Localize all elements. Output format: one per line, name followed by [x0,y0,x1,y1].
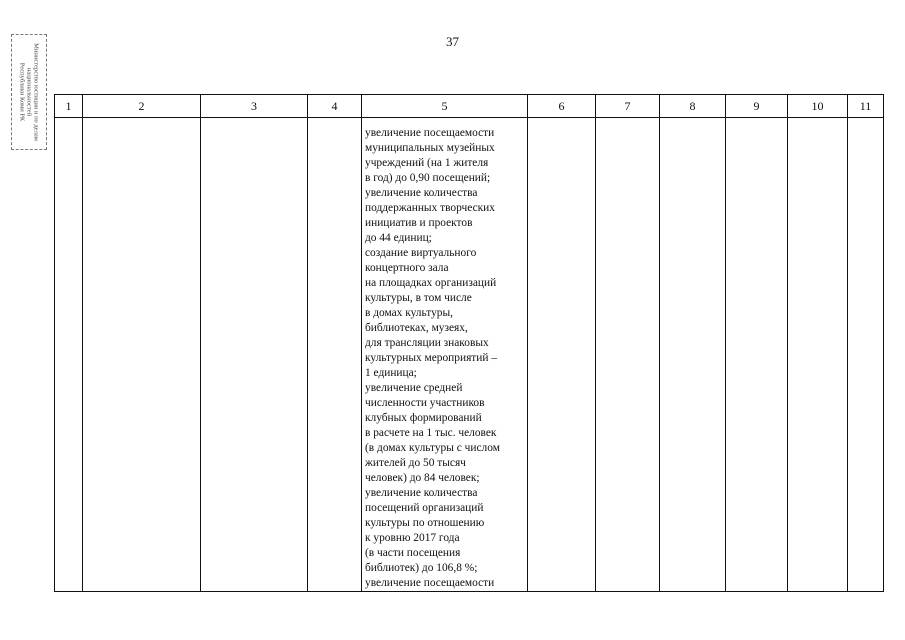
column-header-9: 9 [726,95,788,118]
column-5-text: увеличение посещаемости муниципальных музейных учреждений (на 1 жителя в год) до 0,90 посещений; увеличение количества поддержанных творческих инициатив и проектов до 44 единиц; создание виртуального концертного зала на площадках организаций культуры, в том числе в домах культуры, библиотеках, музеях, для трансляции знаковых культурных мероприятий – 1 единица; увеличение средней численности участников клубных формирований в расчете на 1 тыс. человек (в домах культуры с числом жителей до 50 тысяч человек) до 84 человек; увеличение количества посещений организаций культуры по отношению к уровню 2017 года (в части посещения библиотек) до 106,8 %; увеличение посещаемости [365,127,500,589]
cell-col-4 [308,118,362,592]
stamp-text: Министерство юстиции и по делам национальностей Республики Коми РК [18,43,40,141]
column-header-6: 6 [528,95,596,118]
cell-col-7 [596,118,660,592]
cell-col-2 [83,118,201,592]
column-header-3: 3 [201,95,308,118]
cell-col-1 [55,118,83,592]
cell-col-3 [201,118,308,592]
cell-col-8 [660,118,726,592]
cell-col-6 [528,118,596,592]
column-header-4: 4 [308,95,362,118]
column-header-7: 7 [596,95,660,118]
column-header-1: 1 [55,95,83,118]
page-number: 37 [446,34,459,49]
cell-col-9 [726,118,788,592]
document-table [54,94,884,592]
cell-col-5 [362,118,528,592]
column-header-11: 11 [848,95,884,118]
registration-stamp [11,34,47,150]
table-row [55,118,884,592]
column-header-10: 10 [788,95,848,118]
column-header-8: 8 [660,95,726,118]
column-header-5: 5 [362,95,528,118]
column-header-2: 2 [83,95,201,118]
table-header-row [55,95,884,118]
cell-col-10 [788,118,848,592]
cell-col-11 [848,118,884,592]
